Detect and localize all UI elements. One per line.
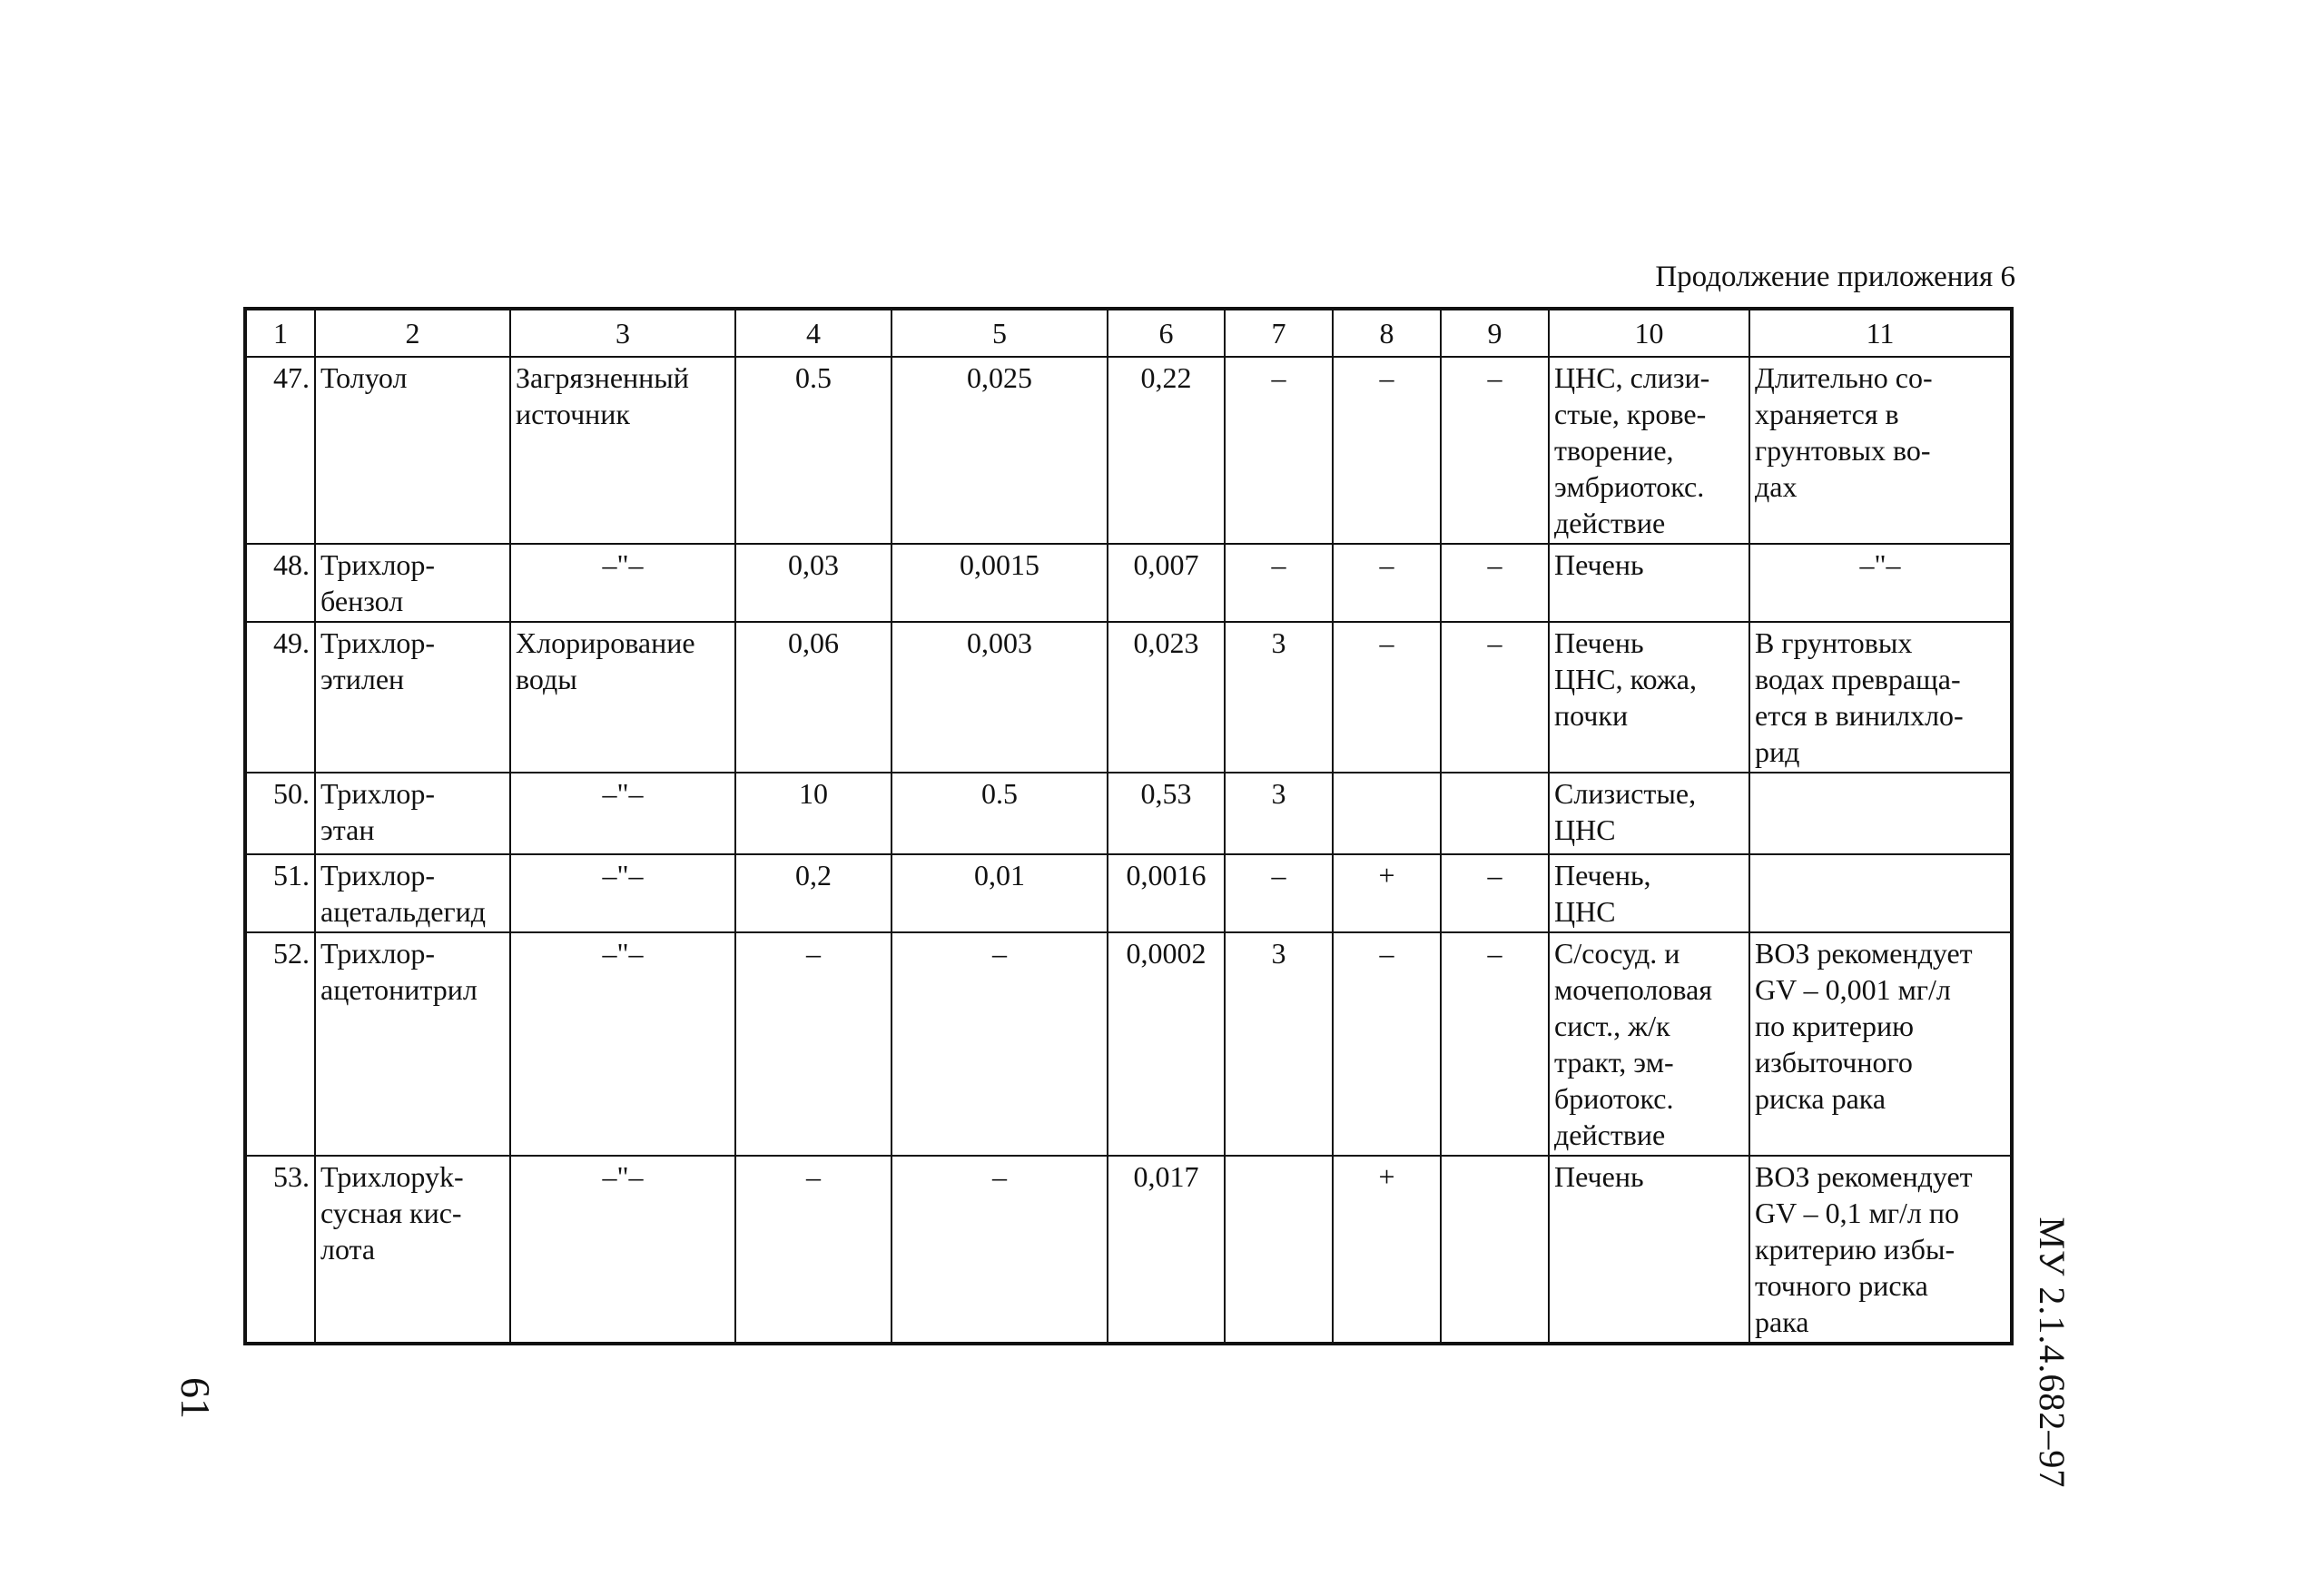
note-cell: –"– bbox=[1749, 544, 2012, 622]
value-col-4: – bbox=[735, 1156, 891, 1344]
value-col-5: 0,025 bbox=[891, 357, 1108, 544]
value-col-9 bbox=[1441, 1156, 1549, 1344]
value-col-4: 0,2 bbox=[735, 854, 891, 932]
table-row bbox=[245, 932, 2012, 1156]
value-col-9: – bbox=[1441, 932, 1549, 1156]
row-number: 51. bbox=[245, 854, 315, 932]
table-row bbox=[245, 1156, 2012, 1344]
column-header: 7 bbox=[1225, 309, 1333, 357]
effect-cell: С/сосуд. и мочеполовая сист., ж/к тракт, эм- бриотокс. действие bbox=[1549, 932, 1749, 1156]
substance-name: Трихлор- ацетонитрил bbox=[315, 932, 510, 1156]
value-col-9 bbox=[1441, 773, 1549, 854]
value-col-6: 0,22 bbox=[1108, 357, 1225, 544]
substance-name: Трихлор- этан bbox=[315, 773, 510, 854]
document-code: МУ 2.1.4.682–97 bbox=[2032, 1217, 2073, 1489]
value-col-7: 3 bbox=[1225, 932, 1333, 1156]
column-header: 11 bbox=[1749, 309, 2012, 357]
value-col-7: 3 bbox=[1225, 773, 1333, 854]
column-header: 10 bbox=[1549, 309, 1749, 357]
value-col-4: 0,06 bbox=[735, 622, 891, 773]
value-col-7: – bbox=[1225, 544, 1333, 622]
header-row bbox=[245, 309, 2012, 357]
row-number: 50. bbox=[245, 773, 315, 854]
column-header: 3 bbox=[510, 309, 735, 357]
table-row bbox=[245, 622, 2012, 773]
column-header: 6 bbox=[1108, 309, 1225, 357]
note-cell bbox=[1749, 773, 2012, 854]
value-col-6: 0,017 bbox=[1108, 1156, 1225, 1344]
page-number: 61 bbox=[172, 1377, 219, 1419]
column-header: 9 bbox=[1441, 309, 1549, 357]
value-col-8 bbox=[1333, 773, 1441, 854]
row-number: 49. bbox=[245, 622, 315, 773]
effect-cell: Печень, ЦНС bbox=[1549, 854, 1749, 932]
source-cell: –"– bbox=[510, 773, 735, 854]
substance-name: Трихлоруk- сусная кис- лота bbox=[315, 1156, 510, 1344]
value-col-7: 3 bbox=[1225, 622, 1333, 773]
value-col-9: – bbox=[1441, 544, 1549, 622]
note-cell: ВОЗ рекомендует GV – 0,1 мг/л по критерию избы- точного риска рака bbox=[1749, 1156, 2012, 1344]
row-number: 53. bbox=[245, 1156, 315, 1344]
source-cell: Загрязненный источник bbox=[510, 357, 735, 544]
source-cell: –"– bbox=[510, 932, 735, 1156]
value-col-7 bbox=[1225, 1156, 1333, 1344]
source-cell: –"– bbox=[510, 854, 735, 932]
row-number: 48. bbox=[245, 544, 315, 622]
value-col-8: – bbox=[1333, 932, 1441, 1156]
value-col-9: – bbox=[1441, 854, 1549, 932]
column-header: 4 bbox=[735, 309, 891, 357]
value-col-9: – bbox=[1441, 622, 1549, 773]
value-col-5: – bbox=[891, 932, 1108, 1156]
value-col-8: – bbox=[1333, 622, 1441, 773]
data-table bbox=[243, 307, 2014, 1345]
value-col-5: 0,01 bbox=[891, 854, 1108, 932]
value-col-7: – bbox=[1225, 854, 1333, 932]
value-col-8: + bbox=[1333, 1156, 1441, 1344]
table-row bbox=[245, 357, 2012, 544]
column-header: 8 bbox=[1333, 309, 1441, 357]
note-cell bbox=[1749, 854, 2012, 932]
value-col-9: – bbox=[1441, 357, 1549, 544]
note-cell: В грунтовых водах превраща- ется в винилхло- рид bbox=[1749, 622, 2012, 773]
value-col-8: – bbox=[1333, 544, 1441, 622]
effect-cell: Печень bbox=[1549, 544, 1749, 622]
table-row bbox=[245, 773, 2012, 854]
value-col-6: 0,007 bbox=[1108, 544, 1225, 622]
substance-name: Трихлор- этилен bbox=[315, 622, 510, 773]
value-col-5: 0,0015 bbox=[891, 544, 1108, 622]
value-col-5: 0.5 bbox=[891, 773, 1108, 854]
effect-cell: Печень bbox=[1549, 1156, 1749, 1344]
value-col-8: – bbox=[1333, 357, 1441, 544]
column-header: 1 bbox=[245, 309, 315, 357]
source-cell: –"– bbox=[510, 1156, 735, 1344]
caption: Продолжение приложения 6 bbox=[1655, 261, 2015, 293]
substance-name: Толуол bbox=[315, 357, 510, 544]
row-number: 52. bbox=[245, 932, 315, 1156]
value-col-5: – bbox=[891, 1156, 1108, 1344]
row-number: 47. bbox=[245, 357, 315, 544]
effect-cell: Печень ЦНС, кожа, почки bbox=[1549, 622, 1749, 773]
substance-name: Трихлор- ацетальдегид bbox=[315, 854, 510, 932]
note-cell: ВОЗ рекомендует GV – 0,001 мг/л по критерию избыточного риска рака bbox=[1749, 932, 2012, 1156]
effect-cell: Слизистые, ЦНС bbox=[1549, 773, 1749, 854]
value-col-6: 0,0016 bbox=[1108, 854, 1225, 932]
value-col-4: 0,03 bbox=[735, 544, 891, 622]
source-cell: –"– bbox=[510, 544, 735, 622]
value-col-8: + bbox=[1333, 854, 1441, 932]
note-cell: Длительно со- храняется в грунтовых во- дах bbox=[1749, 357, 2012, 544]
table-row bbox=[245, 854, 2012, 932]
substance-name: Трихлор- бензол bbox=[315, 544, 510, 622]
source-cell: Хлорирование воды bbox=[510, 622, 735, 773]
column-header: 2 bbox=[315, 309, 510, 357]
value-col-4: – bbox=[735, 932, 891, 1156]
value-col-4: 10 bbox=[735, 773, 891, 854]
value-col-5: 0,003 bbox=[891, 622, 1108, 773]
value-col-4: 0.5 bbox=[735, 357, 891, 544]
value-col-6: 0,023 bbox=[1108, 622, 1225, 773]
table-row bbox=[245, 544, 2012, 622]
value-col-6: 0,53 bbox=[1108, 773, 1225, 854]
column-header: 5 bbox=[891, 309, 1108, 357]
effect-cell: ЦНС, слизи- стые, крове- творение, эмбриотокс. действие bbox=[1549, 357, 1749, 544]
value-col-6: 0,0002 bbox=[1108, 932, 1225, 1156]
value-col-7: – bbox=[1225, 357, 1333, 544]
